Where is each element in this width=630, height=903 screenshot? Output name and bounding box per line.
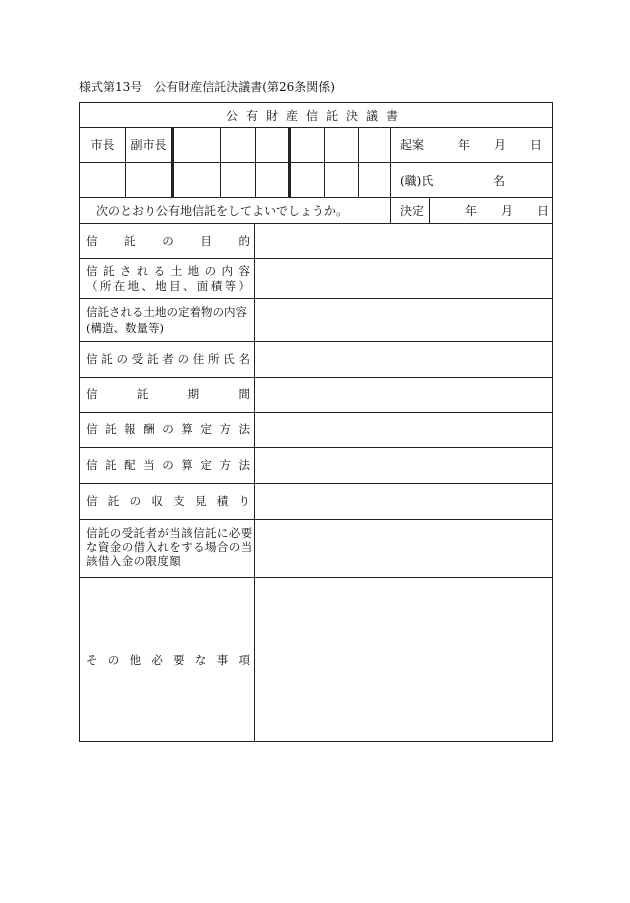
trust-land-contents-label: 信 託 さ れ る 土 地 の 内 容 xyxy=(86,264,250,278)
rule-below-request xyxy=(80,223,552,224)
trust-purpose-label: 信 託 の 目 的 xyxy=(86,234,250,248)
trust-dividend-method-label: 信 託 配 当 の 算 定 方 法 xyxy=(86,458,250,472)
land-fixtures-note: (構造、数量等) xyxy=(86,321,164,335)
row-rule xyxy=(80,377,552,378)
stamp-column-rule xyxy=(324,127,325,197)
rule-below-stamps xyxy=(80,197,552,198)
month-label: 月 xyxy=(501,204,514,218)
rule-stamp-mid xyxy=(80,162,552,163)
rule-below-title xyxy=(80,127,552,128)
request-text: 次のとおり公有地信託をしてよいでしょうか。 xyxy=(96,204,349,218)
row-rule xyxy=(80,258,552,259)
other-matters-label: そ の 他 必 要 な 事 項 xyxy=(86,653,250,667)
decided-date xyxy=(465,204,549,218)
form-number-caption: 様式第13号 公有財産信託決議書(第26条関係) xyxy=(79,80,335,94)
vice-mayor-stamp-label: 副市長 xyxy=(130,138,167,152)
stamp-column-double-rule xyxy=(288,127,291,197)
trustee-address-label: 信 託 の 受 託 者 の 住 所 氏 名 xyxy=(86,352,250,366)
row-rule xyxy=(80,447,552,448)
borrowing-limit-label: 信託の受託者が当該信託に必要な資金の借入れをする場合の当該借入金の限度額 xyxy=(86,526,253,568)
row-rule xyxy=(80,298,552,299)
row-rule xyxy=(80,341,552,342)
year-label: 年 xyxy=(458,138,471,152)
stamp-column-rule xyxy=(390,127,391,223)
day-label: 日 xyxy=(530,138,543,152)
trust-budget-estimate-label: 信 託 の 収 支 見 積 り xyxy=(86,494,250,508)
name-label: 名 xyxy=(493,174,506,188)
stamp-column-rule xyxy=(255,127,256,197)
day-label: 日 xyxy=(537,204,550,218)
stamp-column-double-rule xyxy=(171,127,174,197)
title-name-label: (職)氏 xyxy=(400,174,434,188)
decided-label: 決定 xyxy=(400,204,425,218)
decided-divider xyxy=(429,197,430,223)
drafted-date xyxy=(458,138,542,152)
form-title: 公有財産信託決議書 xyxy=(225,109,406,123)
stamp-column-rule xyxy=(358,127,359,197)
row-rule xyxy=(80,483,552,484)
trust-period-label: 信 託 期 間 xyxy=(86,387,250,401)
resolution-form xyxy=(79,102,553,742)
trust-fee-method-label: 信 託 報 酬 の 算 定 方 法 xyxy=(86,422,250,436)
stamp-column-rule xyxy=(220,127,221,197)
land-fixtures-label: 信託される土地の定着物の内容 xyxy=(86,305,247,319)
mayor-stamp-label: 市長 xyxy=(90,138,115,152)
month-label: 月 xyxy=(494,138,507,152)
year-label: 年 xyxy=(465,204,478,218)
row-rule xyxy=(80,577,552,578)
row-rule xyxy=(80,519,552,520)
row-rule xyxy=(80,412,552,413)
label-column-rule xyxy=(254,223,255,741)
trust-land-contents-note: （ 所 在 地 、 地 目 、 面 積 等 ） xyxy=(86,279,250,293)
drafted-label: 起案 xyxy=(400,138,425,152)
